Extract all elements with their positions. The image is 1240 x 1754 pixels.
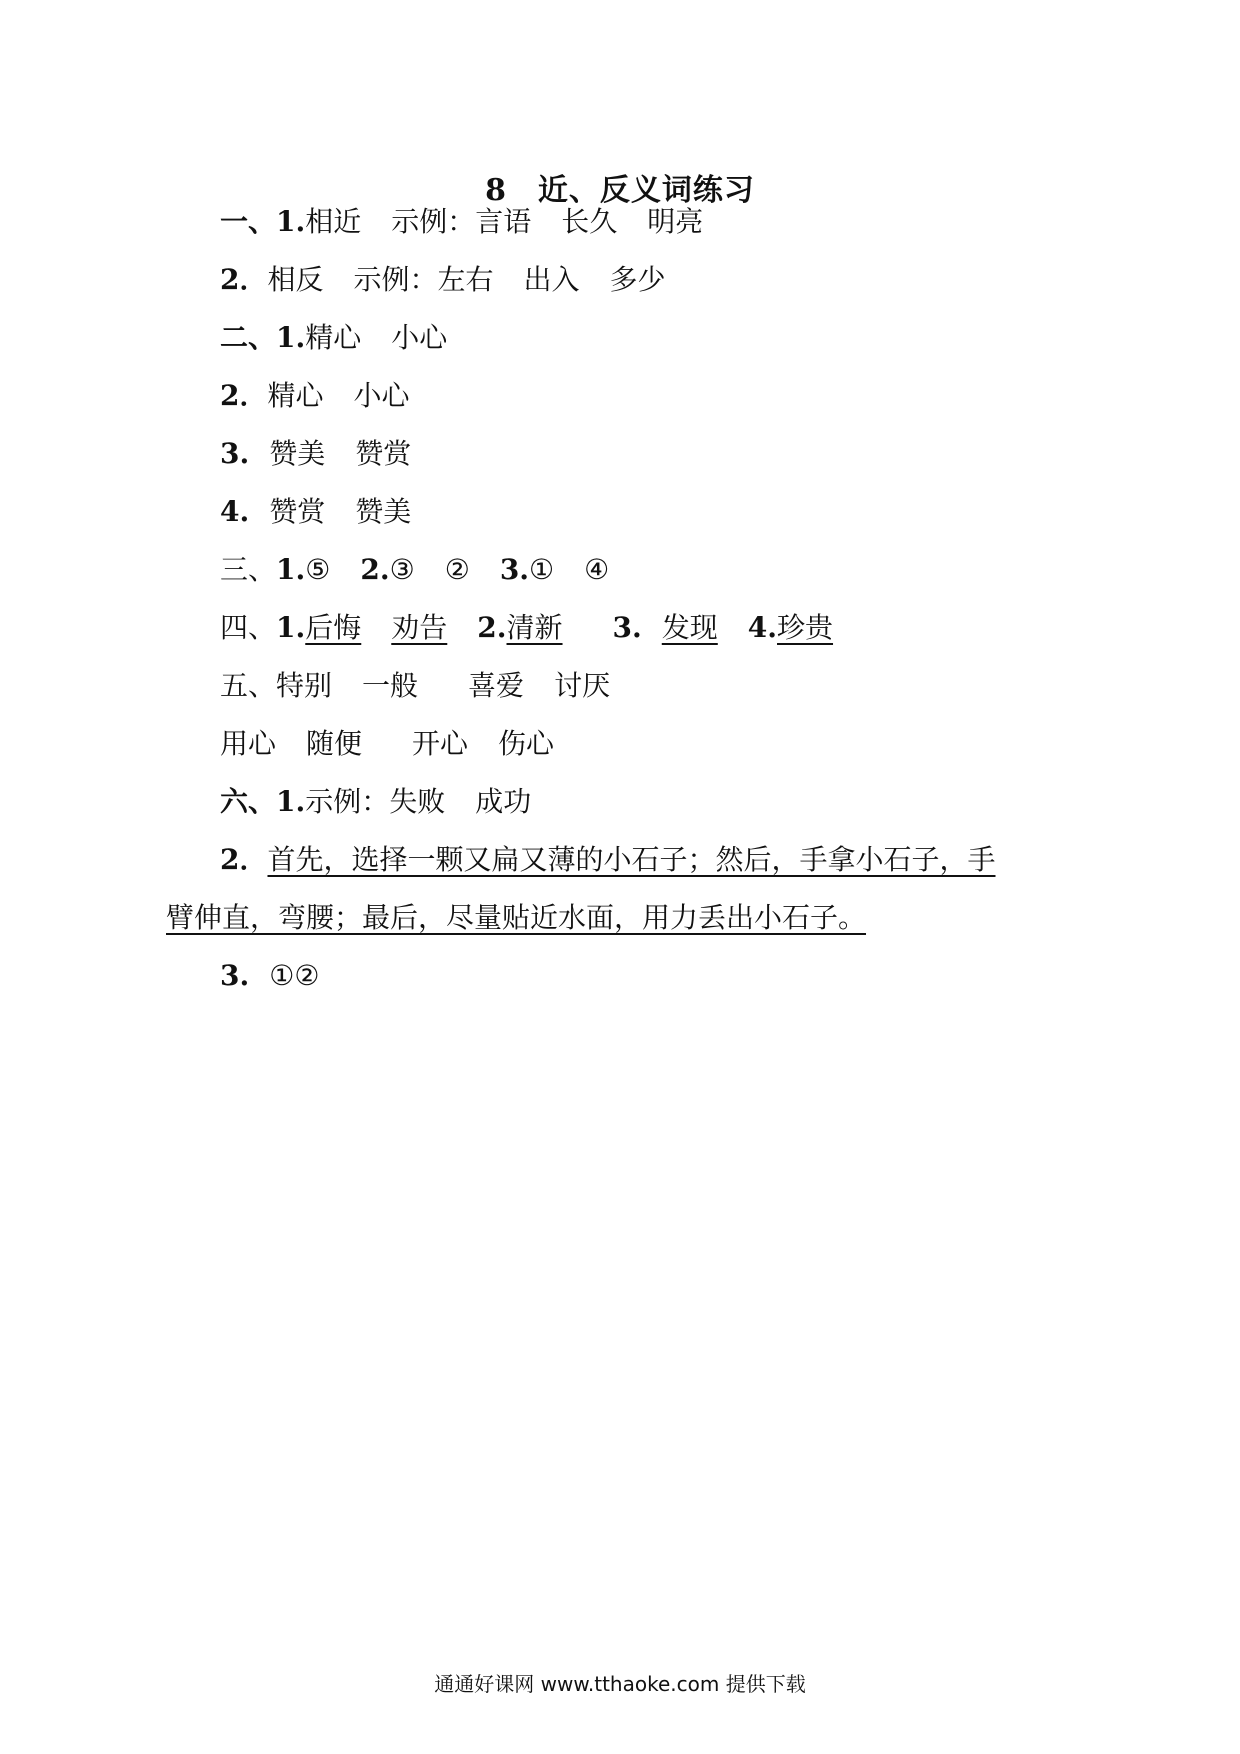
example-text: 示例：言语 (391, 205, 532, 238)
answer-word: 赞美 (355, 495, 412, 528)
item-number: 4. (220, 495, 250, 528)
answer-line-2-4 (220, 495, 411, 529)
item-number: 2. (360, 553, 390, 586)
answer-symbol: ② (444, 553, 470, 586)
answer-line-6-1 (220, 785, 531, 819)
answer-symbol: ①② (269, 959, 320, 992)
answer-line-2-3 (220, 437, 411, 471)
underlined-sentence: 臂伸直，弯腰；最后，尽量贴近水面，用力丢出小石子。 (166, 901, 867, 934)
answer-symbol: ③ (389, 553, 415, 586)
section-number: 五、 (220, 669, 277, 702)
underlined-sentence: 首先，选择一颗又扁又薄的小石子；然后，手拿小石子，手 (267, 843, 996, 876)
answer-line-1-2 (220, 263, 666, 297)
item-number: 3. (499, 553, 530, 586)
answer-line-2-2 (220, 379, 410, 413)
underlined-word: 后悔 (305, 611, 362, 644)
item-number: 3. (220, 437, 250, 470)
item-number: 2． (220, 263, 268, 296)
answer-word: 成功 (475, 785, 532, 818)
item-number: 1. (276, 611, 306, 644)
answer-word: 一般 (362, 669, 419, 702)
example-text: 示例：失败 (305, 785, 446, 818)
section-number: 一、1. (220, 205, 306, 238)
answer-symbol: ④ (584, 553, 610, 586)
section-number: 四、 (220, 611, 277, 644)
answer-line-1-1 (220, 205, 703, 239)
item-number: 1. (276, 553, 306, 586)
underlined-word: 发现 (661, 611, 718, 644)
answer-symbol: ⑤ (305, 553, 331, 586)
item-number: 3. (612, 611, 642, 644)
underlined-word: 珍贵 (777, 611, 834, 644)
answer-text: 相反 (267, 263, 324, 296)
answer-line-5a (220, 669, 610, 703)
answer-word: 随便 (306, 727, 363, 760)
answer-word: 小心 (353, 379, 410, 412)
answer-word: 小心 (391, 321, 448, 354)
answer-word: 赞赏 (269, 495, 326, 528)
answer-word: 长久 (561, 205, 618, 238)
answer-word: 精心 (305, 321, 362, 354)
answer-word: 精心 (267, 379, 324, 412)
answer-text: 相近 (305, 205, 362, 238)
section-number: 六、1. (220, 785, 306, 818)
underlined-word: 清新 (506, 611, 563, 644)
answer-word: 多少 (609, 263, 666, 296)
answer-line-6-2a (220, 843, 996, 877)
answer-word: 伤心 (498, 727, 555, 760)
answer-line-2-1 (220, 321, 447, 355)
answer-line-5b (220, 727, 554, 761)
underlined-word: 劝告 (391, 611, 448, 644)
answer-word: 明亮 (647, 205, 704, 238)
answer-symbol: ① (529, 553, 555, 586)
answer-line-6-2b (166, 901, 866, 935)
item-number: 3. (220, 959, 250, 992)
page-title: 8 近、反义词练习 (485, 173, 755, 208)
section-number: 三、 (220, 553, 277, 586)
answer-word: 出入 (523, 263, 580, 296)
section-number: 二、1. (220, 321, 306, 354)
answer-word: 赞美 (269, 437, 326, 470)
item-number: 2． (220, 379, 268, 412)
item-number: 4. (747, 611, 778, 644)
answer-word: 喜爱 (468, 669, 525, 702)
answer-line-6-3 (220, 959, 319, 993)
example-text: 示例：左右 (353, 263, 494, 296)
answer-word: 开心 (412, 727, 469, 760)
answer-word: 赞赏 (355, 437, 412, 470)
page-footer: 通通好课网 www.tthaoke.com 提供下载 (434, 1672, 806, 1696)
item-number: 2. (477, 611, 507, 644)
answer-line-4 (220, 611, 833, 645)
answer-word: 讨厌 (554, 669, 611, 702)
answer-word: 特别 (276, 669, 333, 702)
answer-word: 用心 (220, 727, 277, 760)
item-number: 2． (220, 843, 268, 876)
answer-line-3 (220, 553, 609, 587)
